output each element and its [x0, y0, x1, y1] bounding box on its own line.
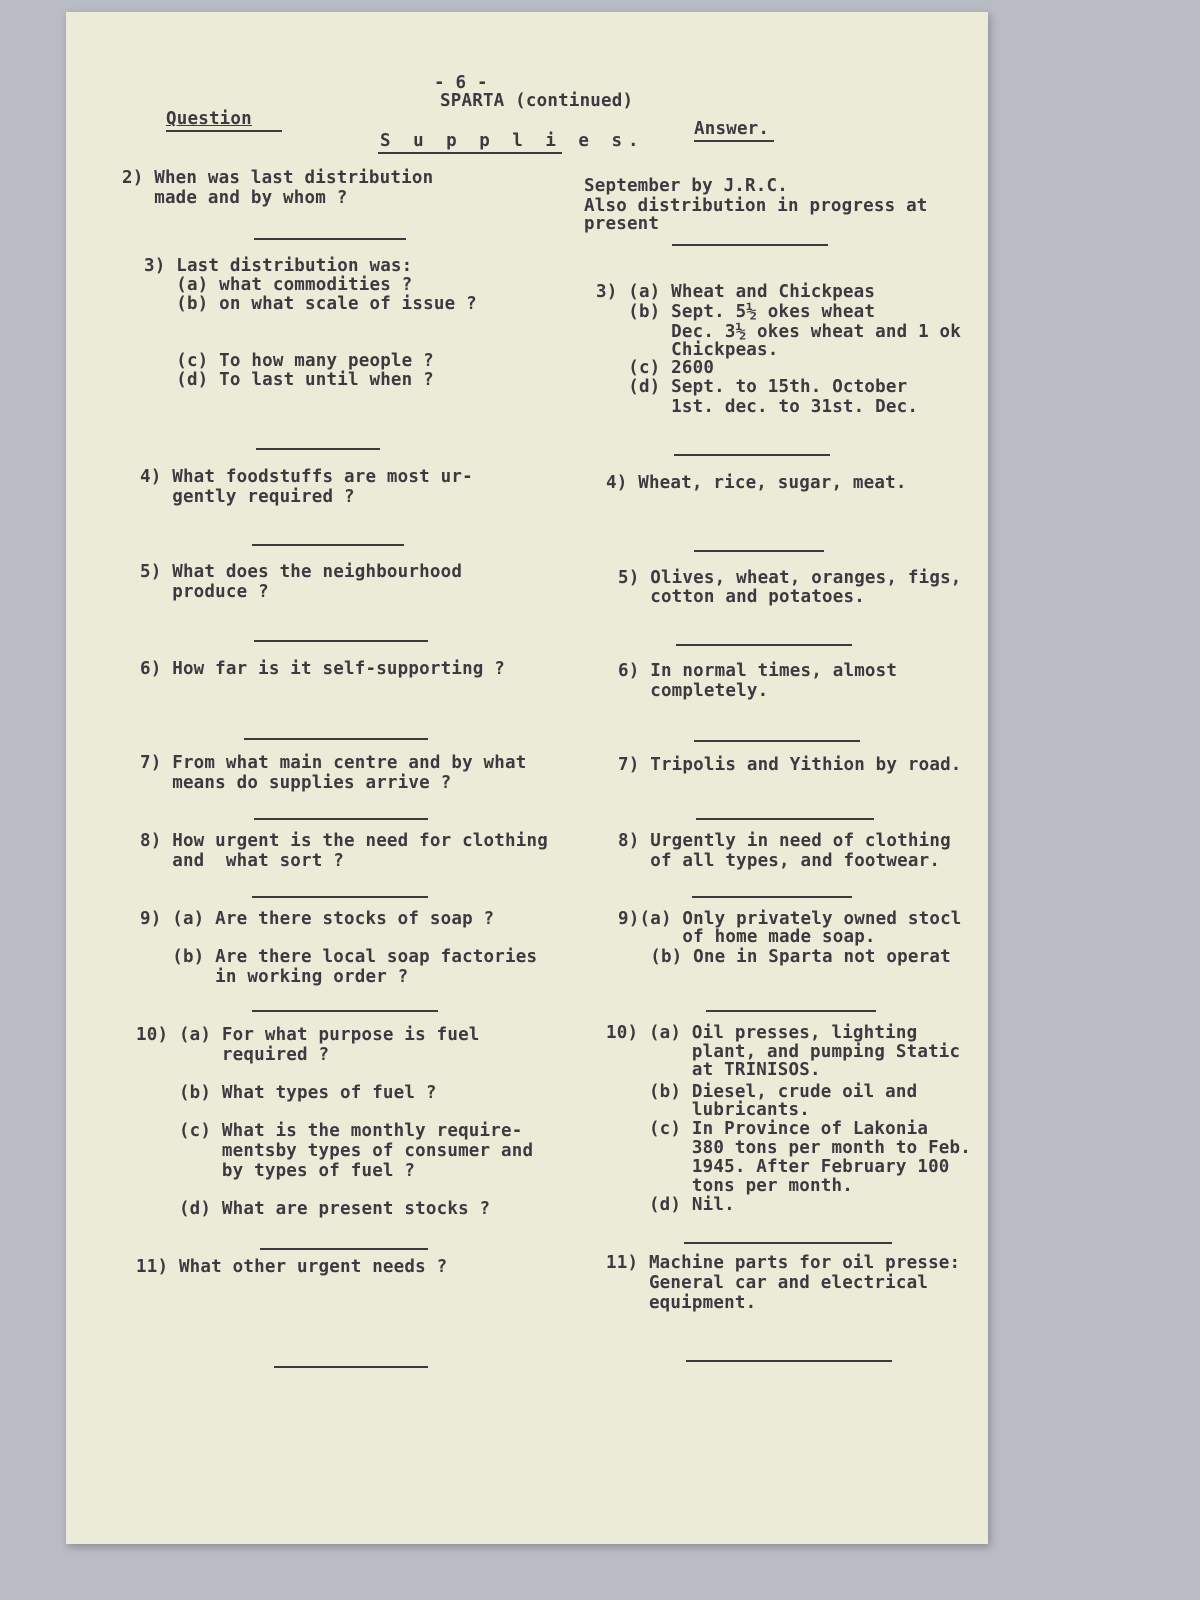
answer-10-line-10: (d) Nil.: [606, 1195, 735, 1215]
divider: [694, 550, 824, 552]
answer-5-line-1: 5) Olives, wheat, oranges, figs,: [618, 568, 962, 588]
divider: [260, 1248, 428, 1250]
divider: [252, 544, 404, 546]
question-3-line-5: (d) To last until when ?: [144, 370, 434, 390]
answer-2-line-3: present: [584, 214, 660, 234]
answer-11-line-3: equipment.: [606, 1293, 757, 1313]
divider: [244, 738, 428, 740]
answer-10-line-2: plant, and pumping Static: [606, 1042, 961, 1062]
divider: [254, 238, 406, 240]
question-10-line-3: (b) What types of fuel ?: [136, 1083, 437, 1103]
question-2-line-2: made and by whom ?: [122, 188, 348, 208]
divider: [252, 1010, 438, 1012]
question-2-line-1: 2) When was last distribution: [122, 168, 434, 188]
answer-9-line-3: (b) One in Sparta not operat: [618, 947, 951, 967]
divider: [684, 1242, 892, 1244]
question-9-line-3: in working order ?: [140, 967, 409, 987]
question-3-line-2: (a) what commodities ?: [144, 275, 413, 295]
answer-10-line-5: lubricants.: [606, 1100, 810, 1120]
divider: [686, 1360, 892, 1362]
section-heading-underline: [378, 152, 562, 154]
divider: [706, 1010, 876, 1012]
question-10-line-6: by types of fuel ?: [136, 1161, 416, 1181]
answer-10-line-6: (c) In Province of Lakonia: [606, 1119, 929, 1139]
answer-10-line-4: (b) Diesel, crude oil and: [606, 1082, 918, 1102]
answer-3-line-2: (b) Sept. 5½ okes wheat: [596, 302, 876, 322]
answer-8-line-1: 8) Urgently in need of clothing: [618, 831, 951, 851]
question-10-line-4: (c) What is the monthly require-: [136, 1121, 523, 1141]
divider: [252, 896, 428, 898]
answer-10-line-1: 10) (a) Oil presses, lighting: [606, 1023, 918, 1043]
question-4-line-1: 4) What foodstuffs are most ur-: [140, 467, 473, 487]
divider: [256, 448, 380, 450]
divider: [254, 640, 428, 642]
answer-11-line-1: 11) Machine parts for oil presse:: [606, 1253, 961, 1273]
answer-heading: Answer.: [694, 119, 770, 139]
answer-2-line-2: Also distribution in progress at: [584, 196, 928, 216]
divider: [676, 644, 852, 646]
answer-9-line-1: 9)(a) Only privately owned stocl: [618, 909, 962, 929]
answer-11-line-2: General car and electrical: [606, 1273, 929, 1293]
answer-2-line-1: September by J.R.C.: [584, 176, 788, 196]
answer-4-line-1: 4) Wheat, rice, sugar, meat.: [606, 473, 907, 493]
question-3-line-1: 3) Last distribution was:: [144, 256, 413, 276]
divider: [274, 1366, 428, 1368]
answer-8-line-2: of all types, and footwear.: [618, 851, 941, 871]
question-4-line-2: gently required ?: [140, 487, 355, 507]
answer-3-line-5: (c) 2600: [596, 358, 715, 378]
question-8-line-1: 8) How urgent is the need for clothing: [140, 831, 548, 851]
question-10-line-7: (d) What are present stocks ?: [136, 1199, 491, 1219]
question-3-line-4: (c) To how many people ?: [144, 351, 434, 371]
question-10-line-2: required ?: [136, 1045, 330, 1065]
answer-heading-underline: [694, 140, 774, 142]
answer-9-line-2: of home made soap.: [618, 927, 876, 947]
answer-3-line-1: 3) (a) Wheat and Chickpeas: [596, 282, 876, 302]
answer-5-line-2: cotton and potatoes.: [618, 587, 865, 607]
answer-3-line-7: 1st. dec. to 31st. Dec.: [596, 397, 919, 417]
question-10-line-5: mentsby types of consumer and: [136, 1141, 534, 1161]
page-title: SPARTA (continued): [440, 91, 634, 111]
page-number: - 6 -: [434, 73, 488, 93]
document-page: [66, 12, 988, 1544]
question-9-line-1: 9) (a) Are there stocks of soap ?: [140, 909, 495, 929]
answer-3-line-6: (d) Sept. to 15th. October: [596, 377, 908, 397]
question-8-line-2: and what sort ?: [140, 851, 344, 871]
divider: [254, 818, 428, 820]
question-7-line-2: means do supplies arrive ?: [140, 773, 452, 793]
section-heading: S u p p l i e s.: [380, 131, 645, 151]
question-10-line-1: 10) (a) For what purpose is fuel: [136, 1025, 480, 1045]
divider: [674, 454, 830, 456]
divider: [696, 818, 874, 820]
answer-10-line-7: 380 tons per month to Feb.: [606, 1138, 972, 1158]
divider: [672, 244, 828, 246]
answer-6-line-1: 6) In normal times, almost: [618, 661, 898, 681]
answer-3-line-3: Dec. 3½ okes wheat and 1 ok: [596, 322, 962, 342]
question-7-line-1: 7) From what main centre and by what: [140, 753, 527, 773]
divider: [694, 740, 860, 742]
answer-3-line-4: Chickpeas.: [596, 340, 779, 360]
question-3-line-3: (b) on what scale of issue ?: [144, 294, 477, 314]
question-6-line-1: 6) How far is it self-supporting ?: [140, 659, 506, 679]
question-5-line-2: produce ?: [140, 582, 269, 602]
question-heading: Question: [166, 109, 252, 129]
answer-10-line-9: tons per month.: [606, 1176, 853, 1196]
question-5-line-1: 5) What does the neighbourhood: [140, 562, 463, 582]
question-11-line-1: 11) What other urgent needs ?: [136, 1257, 448, 1277]
answer-10-line-8: 1945. After February 100: [606, 1157, 950, 1177]
question-9-line-2: (b) Are there local soap factories: [140, 947, 538, 967]
answer-7-line-1: 7) Tripolis and Yithion by road.: [618, 755, 962, 775]
divider: [692, 896, 852, 898]
question-heading-underline: [166, 130, 282, 132]
answer-6-line-2: completely.: [618, 681, 769, 701]
answer-10-line-3: at TRINISOS.: [606, 1060, 821, 1080]
